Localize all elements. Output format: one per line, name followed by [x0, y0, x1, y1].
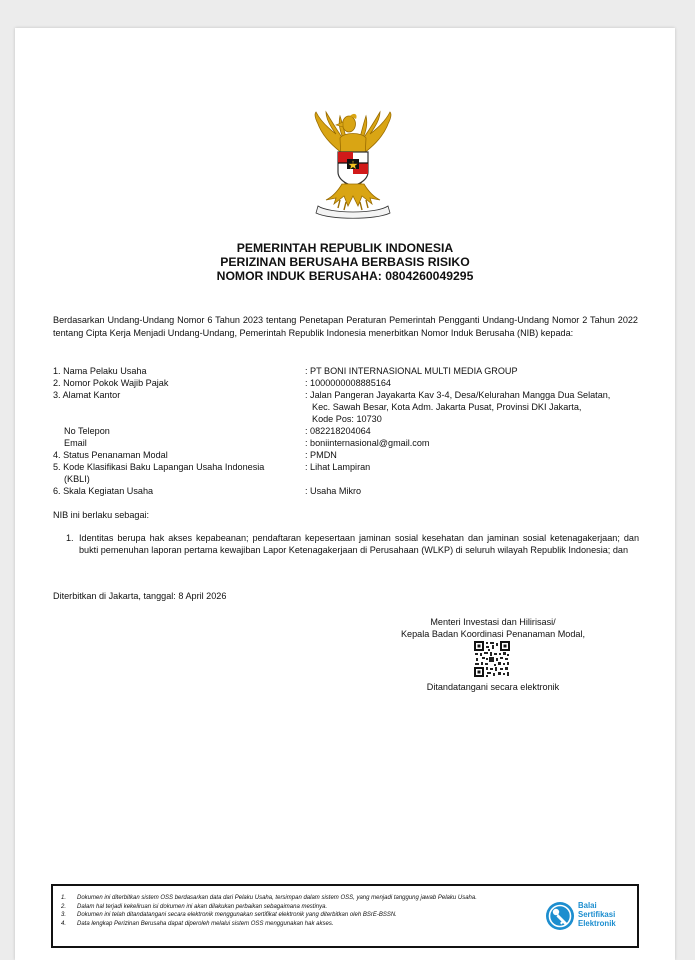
signer-line-minister: Menteri Investasi dan Hilirisasi/	[430, 617, 556, 627]
field-value-postal-code: Kode Pos: 10730	[312, 414, 382, 424]
footnote-text: Dokumen ini diterbitkan sistem OSS berdasarkan data dari Pelaku Usaha, tersimpan dalam sistem OSS, yang menjadi tanggung jawab Pelaku Usaha.	[77, 895, 477, 901]
issued-statement: Diterbitkan di Jakarta, tanggal: 8 April 2026	[53, 591, 227, 601]
field-label-business-scale: 6. Skala Kegiatan Usaha	[53, 486, 154, 496]
field-value-kbli: : Lihat Lampiran	[305, 462, 371, 472]
benefit-number: 1.	[66, 533, 74, 543]
footnote-number: 3.	[61, 912, 67, 919]
title-line-government: PEMERINTAH REPUBLIK INDONESIA	[236, 241, 454, 255]
bsre-logo-icon	[545, 898, 575, 934]
footnote-item	[61, 894, 531, 903]
footnote-item	[61, 911, 531, 920]
footnote-item	[61, 903, 531, 912]
signer-block	[353, 616, 633, 640]
qr-code-icon	[474, 641, 510, 677]
footnote-list	[61, 894, 531, 928]
field-label-kbli: 5. Kode Klasifikasi Baku Lapangan Usaha Indonesia	[53, 462, 265, 472]
field-value-npwp: : 1000000008885164	[305, 378, 391, 388]
footnote-item	[61, 920, 531, 929]
bsre-logo-text	[578, 901, 616, 928]
field-label-investment-status: 4. Status Penanaman Modal	[53, 450, 168, 460]
bsre-logo	[545, 898, 635, 938]
nib-caption: NIB ini berlaku sebagai:	[53, 510, 150, 520]
bsre-line-sertifikasi: Sertifikasi	[578, 910, 616, 919]
benefit-text: Identitas berupa hak akses kepabeanan; pendaftaran kepesertaan jaminan sosial kesehatan dan jaminan sosial ketenagakerjaan; dan bukti pemenuhan laporan pertama kewajiban Lapor Ketenagakerjaan di Perusahaan (WLKP) di seluruh wilayah Republik Indonesia; dan	[79, 533, 639, 556]
field-label-business-name: 1. Nama Pelaku Usaha	[53, 366, 147, 376]
title-line-licensing: PERIZINAN BERUSAHA BERBASIS RISIKO	[220, 255, 470, 269]
garuda-emblem-icon	[300, 110, 406, 220]
field-label-email: Email	[64, 438, 87, 448]
field-value-address-line2: Kec. Sawah Besar, Kota Adm. Jakarta Pusat, Provinsi DKI Jakarta,	[312, 402, 582, 412]
signer-line-agency: Kepala Badan Koordinasi Penanaman Modal,	[400, 629, 586, 639]
footnote-text: Dokumen ini telah ditandatangani secara elektronik menggunakan sertifikat elektronik yang diterbitkan oleh BSrE-BSSN.	[77, 912, 397, 919]
field-label-address: 3. Alamat Kantor	[53, 390, 121, 400]
field-label-phone: No Telepon	[64, 426, 110, 436]
footnote-number: 1.	[61, 895, 67, 901]
field-value-business-scale: : Usaha Mikro	[305, 486, 362, 496]
intro-paragraph: Berdasarkan Undang-Undang Nomor 6 Tahun 2023 tentang Penetapan Peraturan Pemerintah Pengganti Undang-Undang Nomor 2 Tahun 2022 tentang Cipta Kerja Menjadi Undang-Undang, Pemerintah Republik Indonesia menerbitkan Nomor Induk Berusaha (NIB) kepada:	[53, 315, 638, 338]
title-line-nib-number: NOMOR INDUK BERUSAHA: 0804260049295	[216, 269, 474, 283]
electronic-signature-note: Ditandatangani secara elektronik	[426, 682, 560, 692]
field-value-investment-status: : PMDN	[305, 450, 337, 460]
footnote-number: 4.	[61, 920, 67, 927]
bsre-line-balai: Balai	[578, 901, 597, 910]
footnote-number: 2.	[61, 903, 67, 910]
field-value-phone: : 082218204064	[305, 426, 371, 436]
field-label-kbli-abbrev: (KBLI)	[64, 474, 90, 484]
document-page	[15, 28, 675, 960]
footnote-text: Data lengkap Perizinan Berusaha dapat diperoleh melalui sistem OSS menggunakan hak akses.	[77, 920, 334, 927]
footnote-text: Dalam hal terjadi kekeliruan isi dokumen ini akan dilakukan perbaikan sebagaimana mestinya.	[77, 903, 328, 910]
benefit-item	[66, 532, 639, 557]
bsre-line-elektronik: Elektronik	[578, 919, 616, 928]
field-value-business-name: : PT BONI INTERNASIONAL MULTI MEDIA GROUP	[305, 366, 518, 376]
document-title	[15, 241, 675, 283]
field-value-email: : boniinternasional@gmail.com	[305, 438, 430, 448]
field-label-npwp: 2. Nomor Pokok Wajib Pajak	[53, 378, 169, 388]
footer-notes-box	[51, 884, 639, 948]
field-value-address-line1: : Jalan Pangeran Jayakarta Kav 3-4, Desa/Kelurahan Mangga Dua Selatan,	[305, 390, 611, 400]
